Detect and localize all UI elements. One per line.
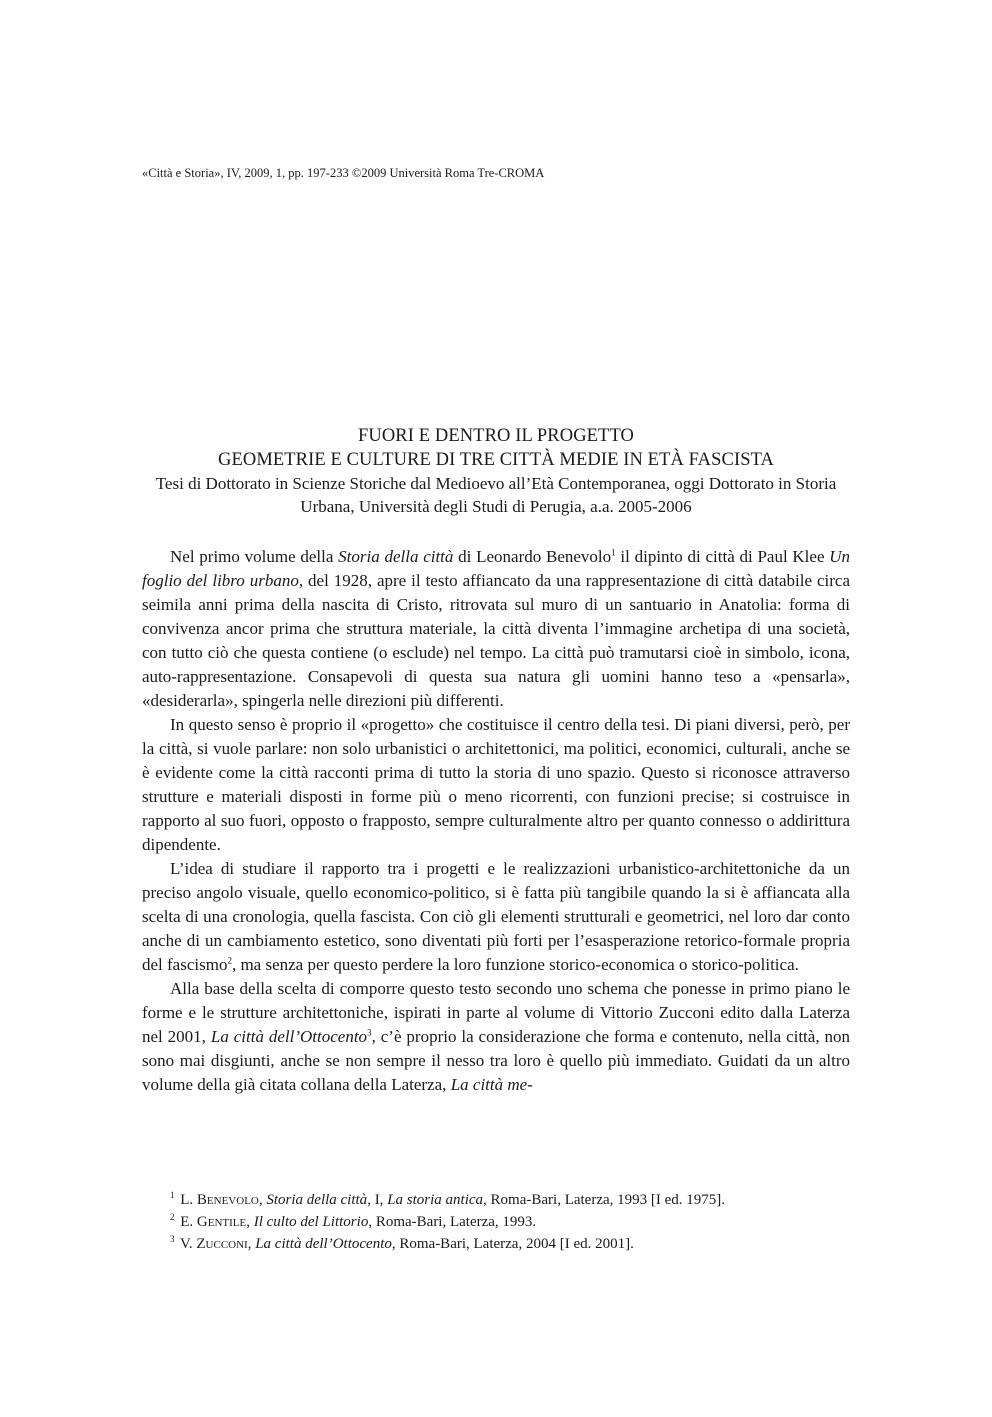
italic-title: La città me- [450, 1075, 533, 1094]
italic-title: Il culto del Littorio [253, 1214, 369, 1230]
paragraph-2: In questo senso è proprio il «progetto» che costituisce il centro della tesi. Di piani diversi, però, per la città, si vuole parlare: non solo urbanistici o architettonici, ma politici, economici, culturali, anche se è evidente come la città racconti prima di tutto la storia di uno spazio. Questo si riconosce attraverso strutture e materiali disposti in forme più o meno ricorrenti, con funzioni precise; si costruisce in rapporto al suo fuori, opposto o frapposto, sempre culturalmente altro per quanto connesso o addirittura dipendente. [142, 715, 850, 854]
text-run: , [246, 1214, 254, 1230]
paragraph-4 [142, 977, 850, 1097]
text-run: il dipinto di città di Paul Klee [615, 547, 830, 566]
text-run: , I, [367, 1192, 388, 1208]
text-run: Nel primo volume della [170, 547, 339, 566]
author-initial: V. Z [179, 1236, 206, 1252]
footnote-3 [142, 1233, 850, 1255]
title-line-1: FUORI E DENTRO IL PROGETTO [358, 426, 634, 446]
footnote-ref-2: 2 [227, 955, 232, 966]
italic-title: La città dell’Ottocento [210, 1027, 368, 1046]
text-run: , ma senza per questo perdere la loro funzione storico-economica o storico-politica. [231, 955, 799, 974]
text-run: , Roma-Bari, Laterza, 1993 [I ed. 1975]. [483, 1192, 726, 1208]
paragraph-1 [142, 545, 850, 713]
italic-title: La città dell’Ottocento [255, 1236, 392, 1252]
text-run: , [247, 1236, 256, 1252]
subtitle: Tesi di Dottorato in Scienze Storiche dal Medioevo all’Età Contemporanea, oggi Dottorato in Storia Urbana, Università degli Studi di Perugia, a.a. 2005-2006 [155, 474, 837, 516]
body-text [142, 545, 850, 1097]
footnote-number: 3 [170, 1234, 175, 1244]
title-line-2: GEOMETRIE E CULTURE DI TRE CITTÀ MEDIE IN ETÀ FASCISTA [218, 450, 774, 470]
article-title-block [142, 424, 850, 518]
author-surname: ucconi [205, 1236, 248, 1252]
text-run: , Roma-Bari, Laterza, 1993. [368, 1214, 537, 1230]
italic-title: Storia della città [266, 1192, 368, 1208]
footnotes [142, 1189, 850, 1255]
text-run: , c’è proprio la considerazione che forma e contenuto, nella città, non sono mai disgiunti, anche se non sempre il nesso tra loro è quello più immediato. Guidati da un altro volume della già citata collana della Laterza, [142, 1027, 850, 1094]
author-initial: E. G [180, 1214, 208, 1230]
footnote-ref-1: 1 [611, 547, 616, 558]
footnote-number: 1 [170, 1190, 175, 1200]
text-run: Alla base della scelta di comporre questo testo secondo uno schema che ponesse in primo piano le forme e le strutture architettoniche, ispirati in parte al volume di Vittorio Zucconi edito dalla Laterza nel 2001, [142, 979, 850, 1046]
italic-title: Storia della città [338, 547, 454, 566]
text-run: , del 1928, apre il testo affiancato da una rappresentazione di città databile circa seimila anni prima della nascita di Cristo, ritrovata sul muro di un santuario in Anatolia: forma di convivenza ancor prima che struttura materiale, la città diventa l’immagine archetipa di una società, con tutto ciò che questa contiene (o esclude) nel tempo. La città può tramutarsi cioè in simbolo, icona, auto-rappresentazione. Consapevoli di questa sua natura gli uomini hanno teso a «pensarla», «desiderarla», spingerla nelle direzioni più differenti. [142, 571, 850, 710]
paragraph-3 [142, 857, 850, 977]
footnote-ref-3: 3 [367, 1027, 372, 1038]
italic-title: La storia antica [387, 1192, 484, 1208]
footnote-1 [142, 1189, 850, 1211]
text-run: , [258, 1192, 267, 1208]
text-run: di Leonardo Benevolo [453, 547, 612, 566]
author-initial: L. B [180, 1192, 207, 1208]
journal-citation: «Città e Storia», IV, 2009, 1, pp. 197-233 ©2009 Università Roma Tre-CROMA [142, 166, 545, 180]
footnote-2 [142, 1211, 850, 1233]
author-surname: entile [207, 1214, 247, 1230]
footnote-number: 2 [170, 1212, 175, 1222]
text-run: L’idea di studiare il rapporto tra i progetti e le realizzazioni urbanistico-architettoniche da un preciso angolo visuale, quello economico-politico, si è fatta più tangibile quando la si è affiancata alla scelta di una cronologia, quella fascista. Con ciò gli elementi strutturali e geometrici, nel loro dar conto anche di un cambiamento estetico, sono diventati più forti per l’esasperazione retorico-formale propria del fascismo [142, 859, 850, 974]
author-surname: enevolo [206, 1192, 259, 1208]
text-run: , Roma-Bari, Laterza, 2004 [I ed. 2001]. [391, 1236, 634, 1252]
italic-title: Un foglio del libro urbano [142, 547, 851, 590]
